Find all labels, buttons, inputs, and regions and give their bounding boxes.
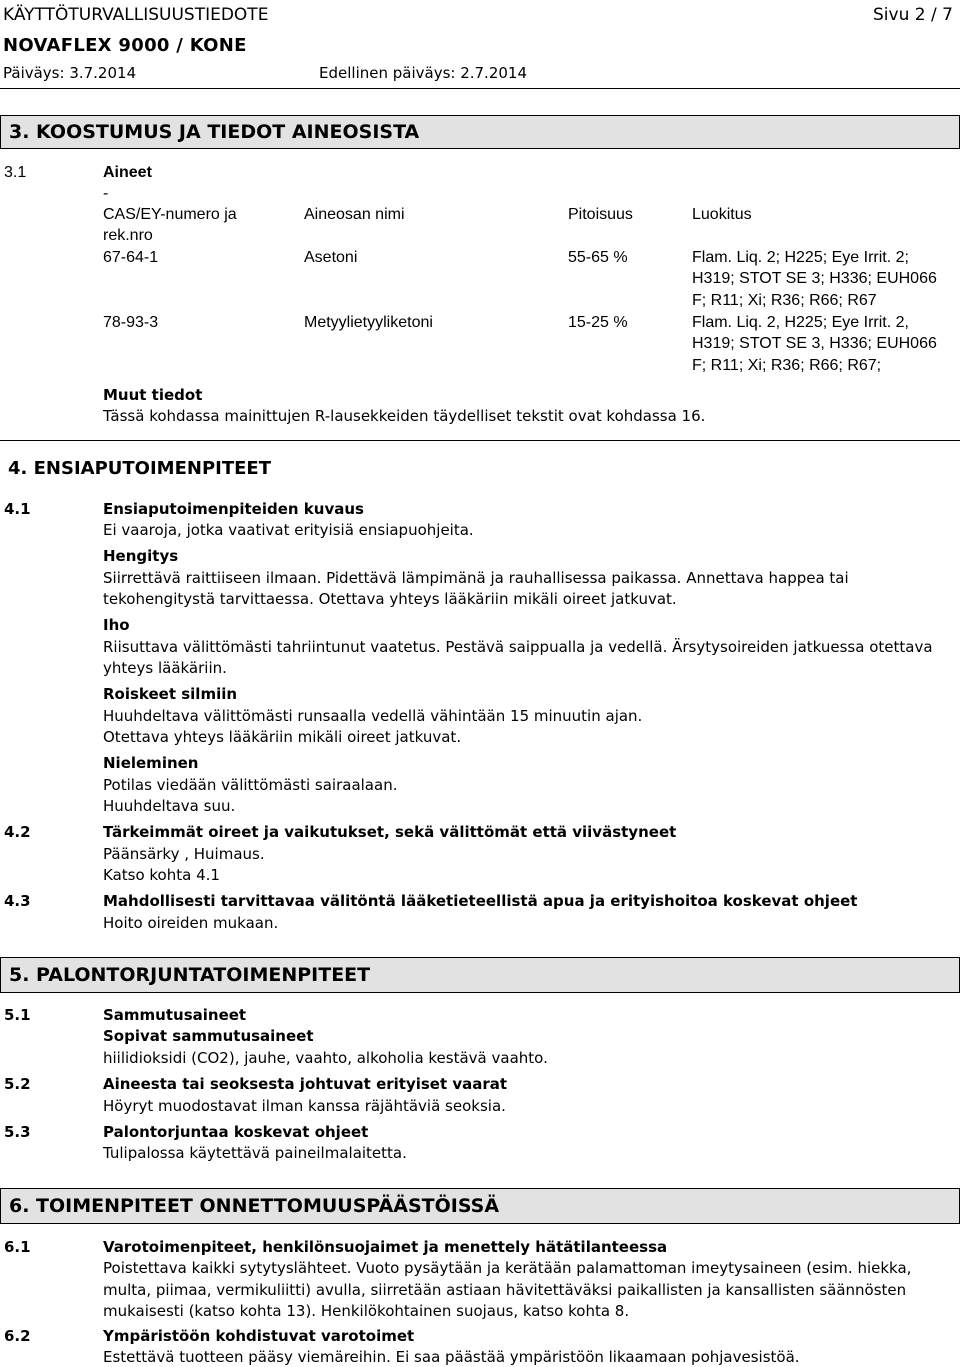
page-number: Sivu 2 / 7 [873, 5, 953, 25]
section-3-band [0, 115, 960, 149]
eyes-text-2: Otettava yhteys lääkäriin mikäli oireet jatkuvat. [103, 728, 462, 746]
other-info-title: Muut tiedot [103, 386, 203, 404]
breathing-text: Siirrettävä raittiiseen ilmaan. Pidettävä lämpimänä ja rauhallisessa paikassa. Annettava happea tai [103, 569, 849, 587]
row-substance-name: Metyylietyyliketoni [304, 314, 433, 331]
column-header-cas: CAS/EY-numero ja [103, 206, 237, 223]
eyes-text: Huuhdeltava välittömästi runsaalla vedellä vähintään 15 minuutin ajan. [103, 707, 643, 725]
subsection-6-2-number: 6.2 [4, 1327, 31, 1345]
section-6-heading: 6. TOIMENPITEET ONNETTOMUUSPÄÄSTÖISSÄ [9, 1195, 500, 1217]
skin-title: Iho [103, 616, 130, 634]
ingestion-text: Potilas viedään välittömästi sairaalaan. [103, 776, 398, 794]
subsection-6-2-text: Estettävä tuotteen pääsy viemäreihin. Ei saa päästää ympäristöön likaamaan pohjavesistöä. [103, 1348, 800, 1366]
subsection-5-1-text: hiilidioksidi (CO2), jauhe, vaahto, alkoholia kestävä vaahto. [103, 1049, 548, 1067]
column-header-concentration: Pitoisuus [568, 206, 633, 223]
dash-separator: - [103, 185, 109, 202]
row-substance-name: Asetoni [304, 249, 358, 266]
row-concentration: 55-65 % [568, 249, 628, 266]
subsection-4-2-title: Tärkeimmät oireet ja vaikutukset, sekä välittömät että viivästyneet [103, 823, 677, 841]
row-classification-line: Flam. Liq. 2, H225; Eye Irrit. 2, [692, 314, 909, 331]
row-classification-line: F; R11; Xi; R36; R66; R67; [692, 357, 882, 374]
ingestion-title: Nieleminen [103, 754, 199, 772]
subsection-4-2-text: Päänsärky , Huimaus. [103, 845, 265, 863]
subsection-5-1-title: Sammutusaineet [103, 1006, 247, 1024]
breathing-title: Hengitys [103, 547, 179, 565]
subsection-6-1-text-3: mukaisesti (katso kohta 13). Henkilökohtainen suojaus, katso kohta 8. [103, 1302, 630, 1320]
subsection-5-2-text: Höyryt muodostavat ilman kanssa räjähtäviä seoksia. [103, 1097, 506, 1115]
subsection-5-3-text: Tulipalossa käytettävä paineilmalaitetta. [103, 1144, 407, 1162]
subsection-5-1-subtitle: Sopivat sammutusaineet [103, 1027, 314, 1045]
document-date: Päiväys: 3.7.2014 [3, 64, 137, 82]
header-rule [0, 88, 960, 89]
subsection-4-1-number: 4.1 [4, 500, 31, 518]
subsection-4-1-title: Ensiaputoimenpiteiden kuvaus [103, 500, 364, 518]
document-title: KÄYTTÖTURVALLISUUSTIEDOTE [3, 5, 269, 25]
row-classification-line: H319; STOT SE 3, H336; EUH066 [692, 335, 937, 352]
subsection-3-1-number: 3.1 [4, 164, 27, 181]
section-3-heading: 3. KOOSTUMUS JA TIEDOT AINEOSISTA [9, 121, 420, 143]
product-name: NOVAFLEX 9000 / KONE [3, 35, 247, 56]
column-header-classification: Luokitus [692, 206, 752, 223]
eyes-title: Roiskeet silmiin [103, 685, 238, 703]
row-classification-line: H319; STOT SE 3; H336; EUH066 [692, 270, 937, 287]
previous-date: Edellinen päiväys: 2.7.2014 [319, 64, 528, 82]
other-info-text: Tässä kohdassa mainittujen R-lausekkeiden täydelliset tekstit ovat kohdassa 16. [103, 407, 706, 425]
subsection-4-1-text: Ei vaaroja, jotka vaativat erityisiä ensiapuohjeita. [103, 521, 474, 539]
section-4-rule [0, 440, 960, 441]
subsection-5-1-number: 5.1 [4, 1006, 31, 1024]
breathing-text-2: tekohengitystä tarvittaessa. Otettava yhteys lääkäriin mikäli oireet jatkuvat. [103, 590, 677, 608]
skin-text-2: yhteys lääkäriin. [103, 659, 227, 677]
ingestion-text-2: Huuhdeltava suu. [103, 797, 236, 815]
subsection-4-2-number: 4.2 [4, 823, 31, 841]
row-classification-line: F; R11; Xi; R36; R66; R67 [692, 292, 877, 309]
subsection-6-1-title: Varotoimenpiteet, henkilönsuojaimet ja menettely hätätilanteessa [103, 1238, 668, 1256]
subsection-4-2-text-2: Katso kohta 4.1 [103, 866, 220, 884]
subsection-4-3-number: 4.3 [4, 892, 31, 910]
row-cas: 67-64-1 [103, 249, 159, 266]
section-5-band [0, 957, 960, 993]
subsection-3-1-title: Aineet [103, 164, 152, 181]
subsection-4-3-text: Hoito oireiden mukaan. [103, 914, 279, 932]
subsection-6-2-title: Ympäristöön kohdistuvat varotoimet [103, 1327, 415, 1345]
subsection-5-2-title: Aineesta tai seoksesta johtuvat erityiset vaarat [103, 1075, 508, 1093]
subsection-6-1-number: 6.1 [4, 1238, 31, 1256]
column-header-name: Aineosan nimi [304, 206, 405, 223]
subsection-5-2-number: 5.2 [4, 1075, 31, 1093]
section-6-band [0, 1188, 960, 1224]
subsection-5-3-number: 5.3 [4, 1123, 31, 1141]
section-5-heading: 5. PALONTORJUNTATOIMENPITEET [9, 964, 371, 986]
column-header-cas-2: rek.nro [103, 227, 153, 244]
section-4-heading: 4. ENSIAPUTOIMENPITEET [8, 458, 271, 479]
subsection-6-1-text: Poistettava kaikki sytytyslähteet. Vuoto pysäytään ja kerätään palamattoman imeytysaineen (esim. hiekka, [103, 1259, 912, 1277]
subsection-4-3-title: Mahdollisesti tarvittavaa välitöntä lääketieteellistä apua ja erityishoitoa koskevat ohjeet [103, 892, 858, 910]
row-concentration: 15-25 % [568, 314, 628, 331]
skin-text: Riisuttava välittömästi tahriintunut vaatetus. Pestävä saippualla ja vedellä. Ärsytysoireiden jatkuessa otettava [103, 638, 933, 656]
subsection-5-3-title: Palontorjuntaa koskevat ohjeet [103, 1123, 369, 1141]
row-classification-line: Flam. Liq. 2; H225; Eye Irrit. 2; [692, 249, 909, 266]
row-cas: 78-93-3 [103, 314, 159, 331]
subsection-6-1-text-2: multa, piimaa, vermikuliitti) avulla, siirretään astiaan hävitettäväksi paikallisten ja kansallisten säännösten [103, 1281, 907, 1299]
